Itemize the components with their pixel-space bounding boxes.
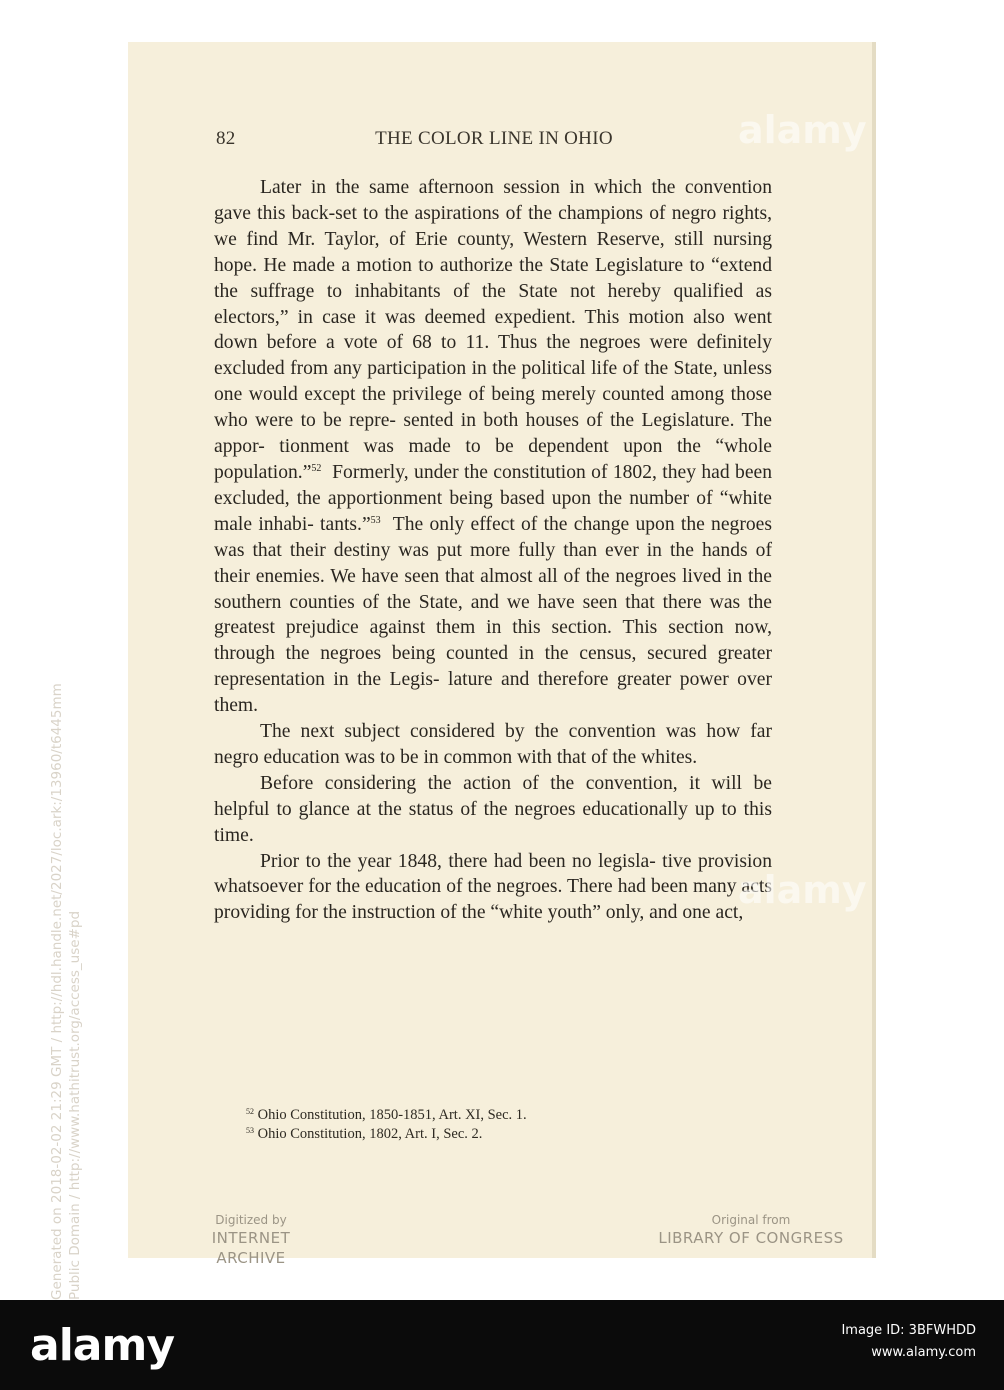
alamy-watermark: alamy	[738, 868, 867, 912]
footer-info	[736, 1322, 976, 1361]
digitized-by-watermark: Digitized by INTERNET ARCHIVE	[211, 1213, 291, 1267]
image-id: Image ID: 3BFWHDD	[841, 1323, 976, 1338]
page-number: 82	[216, 128, 236, 149]
footer-bar	[0, 1300, 1004, 1390]
footnotes	[246, 1106, 766, 1144]
paragraph-3: Before considering the action of the convention, it will be helpful to glance at the status of the negroes educationally up to this time.	[214, 772, 772, 846]
original-from-watermark: Original from LIBRARY OF CONGRESS	[658, 1213, 844, 1247]
alamy-logo: alamy	[30, 1320, 174, 1371]
footer-url[interactable]: www.alamy.com	[871, 1345, 976, 1360]
footnote-ref-53: 53	[370, 514, 381, 526]
alamy-watermark: alamy	[738, 108, 867, 152]
page-header	[216, 128, 772, 156]
paragraph-4: Prior to the year 1848, there had been no legisla- tive provision whatsoever for the education of the negroes. There had been many acts providing for the instruction of the “white youth” only, and one act,	[214, 850, 772, 924]
footnote-52: $^{52}$ Ohio Constitution, 1850-1851, Art. XI, Sec. 1.	[246, 1107, 527, 1123]
paragraph-1: Later in the same afternoon session in which the convention gave this back-set to the aspirations of the champions of negro rights, we find Mr. Taylor, of Erie county, Western Reserve, still nursing hope. He made a motion to authorize the State Legislature to “extend the suffrage to inhabitants of the State not hereby qualified as electors,” in case it was deemed expedient. This motion also went down before a vote of 68 to 11. Thus the negroes were definitely excluded from any participation in the political life of the State, unless one would except the privilege of being merely counted among those who were to be repre- sented in both houses of the Legislature. The appor- tionment was made to be dependent upon the “whole population.”$^{52}$ Formerly, under the constitution of 1802, they had been excluded, the apportionment being based upon the number of “white male inhabi- tants.”$^{53}$ The only effect of the change upon the negroes was that their destiny was put more fully than ever in the hands of their enemies. We have seen that almost all of the negroes lived in the southern counties of the State, and we have seen that there was the greatest prejudice against them in this section. This section now, through the negroes being counted in the census, secured greater representation in the Legis- lature and therefore greater power over them.	[214, 177, 773, 717]
footnote-ref-52: 52	[311, 462, 322, 474]
paragraph-2: The next subject considered by the convention was how far negro education was to be in common with that of the whites.	[214, 721, 772, 768]
footnote-53: $^{53}$ Ohio Constitution, 1802, Art. I, Sec. 2.	[246, 1126, 483, 1142]
page-edge	[872, 42, 876, 1258]
running-head: THE COLOR LINE IN OHIO	[375, 128, 613, 149]
body-text	[214, 175, 772, 926]
